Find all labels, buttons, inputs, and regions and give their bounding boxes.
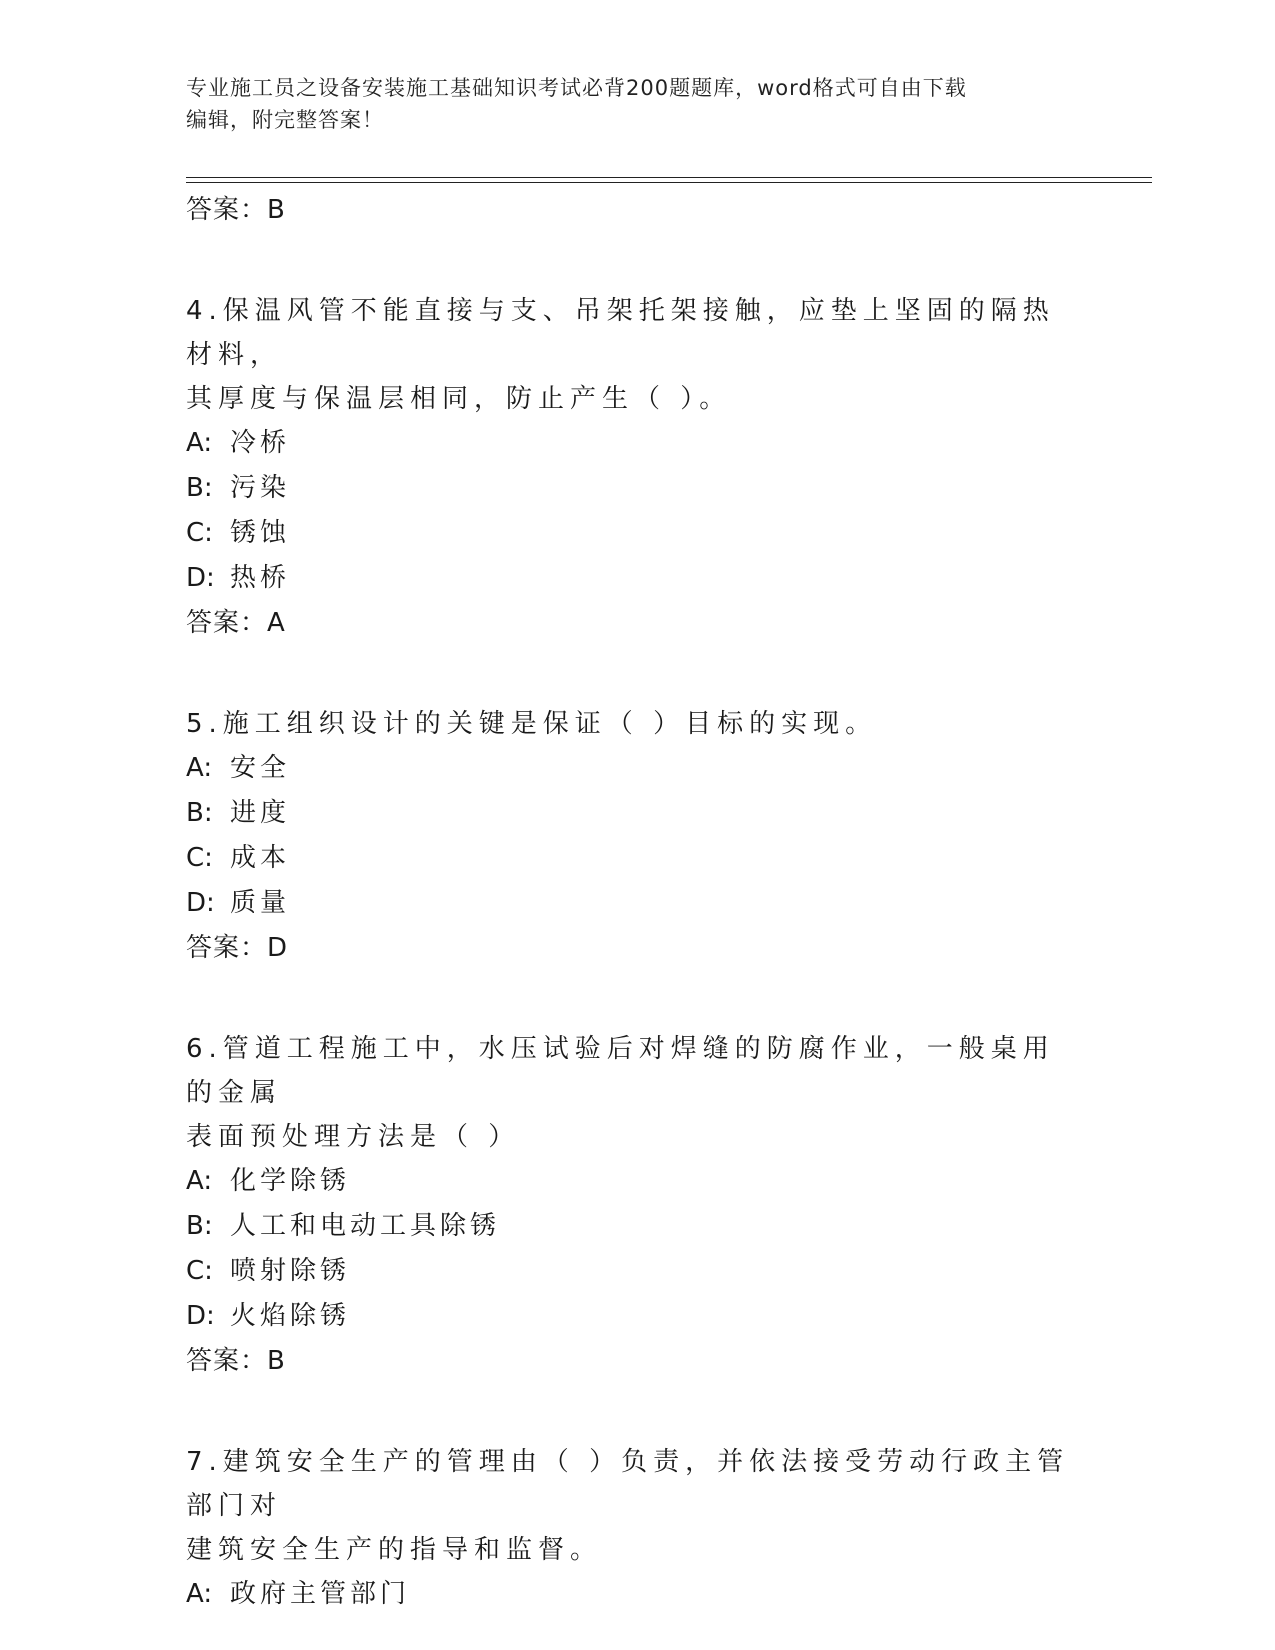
header-line-2: 编辑，附完整答案！	[186, 108, 384, 132]
option-a	[186, 746, 1086, 791]
option-text: 质量	[230, 888, 291, 918]
answer-line: 答案：A	[186, 608, 286, 638]
option-label: C:	[186, 518, 213, 548]
option-c	[186, 511, 1086, 556]
answer-line: 答案：B	[186, 195, 286, 225]
option-label: A:	[186, 1166, 213, 1196]
question-7	[186, 1440, 1086, 1617]
document-header	[186, 72, 1066, 136]
option-text: 人工和电动工具除锈	[230, 1211, 501, 1241]
header-divider-top	[186, 177, 1152, 178]
answer-line: 答案：D	[186, 933, 289, 963]
question-text-line: 7.建筑安全生产的管理由（ ）负责，并依法接受劳动行政主管部门对	[186, 1447, 1070, 1521]
option-b	[186, 791, 1086, 836]
option-label: A:	[186, 753, 213, 783]
question-6	[186, 1027, 1086, 1384]
option-d	[186, 1294, 1086, 1339]
option-label: A:	[186, 1579, 213, 1609]
question-text-line: 建筑安全生产的指导和监督。	[186, 1535, 603, 1565]
question-text-line: 其厚度与保温层相同，防止产生（ ）。	[186, 384, 732, 414]
option-text: 污染	[230, 473, 291, 503]
option-label: C:	[186, 843, 213, 873]
option-a	[186, 421, 1086, 466]
option-text: 安全	[230, 753, 291, 783]
option-d	[186, 881, 1086, 926]
option-text: 化学除锈	[230, 1166, 351, 1196]
option-a	[186, 1572, 1086, 1617]
question-text-line: 4.保温风管不能直接与支、吊架托架接触，应垫上坚固的隔热材料，	[186, 296, 1055, 370]
header-line-1: 专业施工员之设备安装施工基础知识考试必背200题题库，word格式可自由下载	[186, 76, 967, 100]
option-c	[186, 836, 1086, 881]
question-text	[186, 1027, 1086, 1159]
option-text: 喷射除锈	[230, 1256, 351, 1286]
question-text	[186, 1440, 1086, 1572]
option-label: B:	[186, 473, 213, 503]
question-text	[186, 702, 1086, 746]
question-list	[186, 188, 1086, 1617]
option-label: D:	[186, 1301, 215, 1331]
option-a	[186, 1159, 1086, 1204]
question-4	[186, 289, 1086, 646]
option-text: 锈蚀	[230, 518, 291, 548]
question-text-line: 5.施工组织设计的关键是保证（ ）目标的实现。	[186, 709, 878, 739]
option-text: 成本	[230, 843, 291, 873]
question-text	[186, 289, 1086, 421]
option-label: A:	[186, 428, 213, 458]
option-b	[186, 1204, 1086, 1249]
question-text-line: 6.管道工程施工中，水压试验后对焊缝的防腐作业，一般桌用的金属	[186, 1034, 1055, 1108]
option-b	[186, 466, 1086, 511]
option-text: 冷桥	[230, 428, 291, 458]
header-divider-bottom	[186, 182, 1152, 183]
option-text: 火焰除锈	[230, 1301, 351, 1331]
option-text: 政府主管部门	[230, 1579, 411, 1609]
answer-line: 答案：B	[186, 1346, 286, 1376]
option-text: 热桥	[230, 563, 291, 593]
option-label: B:	[186, 1211, 213, 1241]
option-label: C:	[186, 1256, 213, 1286]
option-text: 进度	[230, 798, 291, 828]
option-label: B:	[186, 798, 213, 828]
option-c	[186, 1249, 1086, 1294]
option-label: D:	[186, 888, 215, 918]
question-5	[186, 702, 1086, 971]
option-d	[186, 556, 1086, 601]
option-label: D:	[186, 563, 215, 593]
question-text-line: 表面预处理方法是（ ）	[186, 1122, 521, 1152]
